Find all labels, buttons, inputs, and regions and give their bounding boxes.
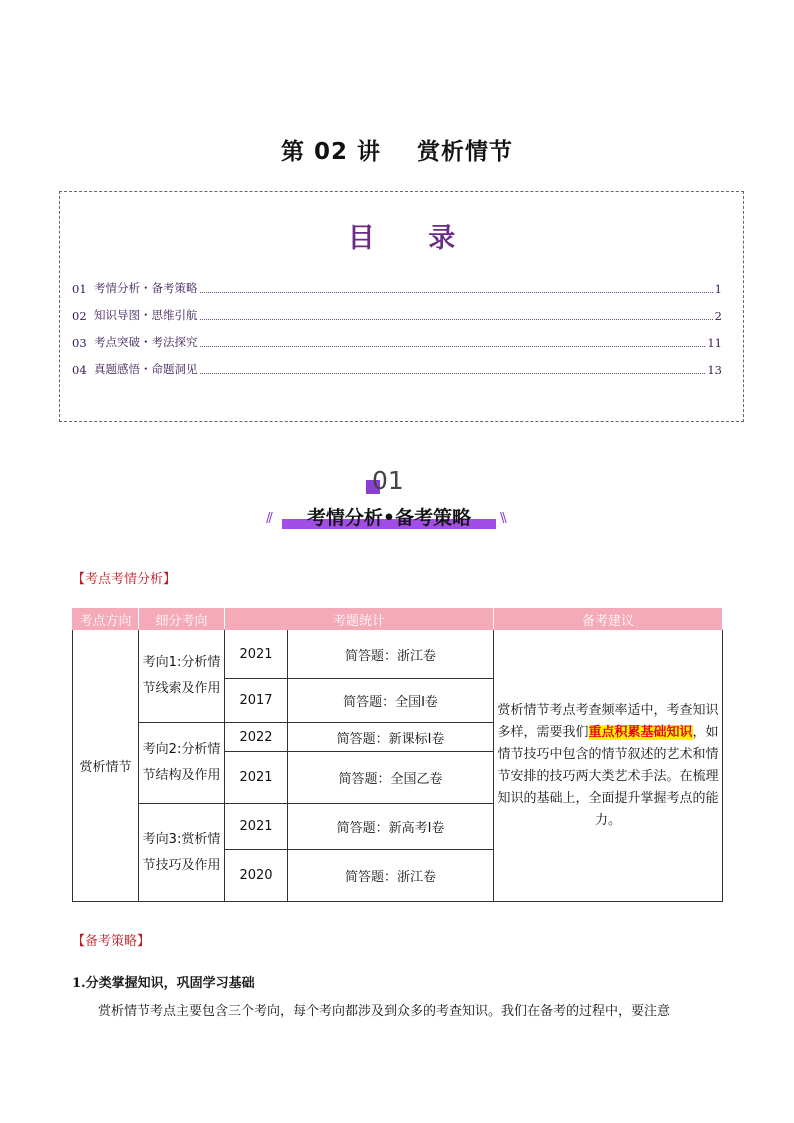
toc-item-page: 11 <box>707 336 722 350</box>
toc-item-page: 2 <box>714 309 722 323</box>
toc-item-text: 知识导图・思维引航 <box>94 308 198 322</box>
section-title: 考情分析•备考策略 <box>306 507 472 529</box>
advice-cell <box>494 630 723 902</box>
strategy-label: 【备考策略】 <box>72 934 151 949</box>
year-cell: 2017 <box>225 679 288 723</box>
year-cell: 2022 <box>225 723 288 752</box>
header-advice: 备考建议 <box>494 609 723 630</box>
strategy-heading: 1.分类掌握知识，巩固学习基础 <box>72 976 255 991</box>
toc-item-number: 02 <box>72 309 87 323</box>
exam-analysis-table <box>72 608 723 902</box>
toc-item-text: 考情分析・备考策略 <box>94 281 198 295</box>
question-cell: 简答题：浙江卷 <box>288 850 494 902</box>
sub-direction-cell: 考向3:赏析情节技巧及作用 <box>139 804 225 902</box>
year-cell: 2021 <box>225 804 288 850</box>
document-title: 第 02 讲 赏析情节 <box>280 139 514 165</box>
right-slash-decoration: \\ <box>500 511 505 526</box>
header-direction: 考点方向 <box>73 609 139 630</box>
question-cell: 简答题：浙江卷 <box>288 630 494 679</box>
toc-item[interactable] <box>72 305 722 323</box>
toc-item-number: 01 <box>72 282 87 296</box>
header-statistics: 考题统计 <box>225 609 494 630</box>
toc-item-number: 03 <box>72 336 87 350</box>
toc-item[interactable] <box>72 278 722 296</box>
advice-text-rest: ，如情节技巧中包含的情节叙述的艺术和情节安排的技巧两大类艺术手法。在梳理知识的基础上，全面提升掌握考点的能力。 <box>497 724 719 828</box>
advice-highlight: 重点积累基础知识 <box>588 724 693 740</box>
year-cell: 2021 <box>225 630 288 679</box>
toc-item[interactable] <box>72 359 722 377</box>
year-cell: 2020 <box>225 850 288 902</box>
section-number: 01 <box>372 466 404 495</box>
toc-item-number: 04 <box>72 363 87 377</box>
table-header-row <box>73 609 723 630</box>
toc-item[interactable] <box>72 332 722 350</box>
year-cell: 2021 <box>225 752 288 804</box>
advice-text: 赏析情节考点考查频率适中，考查知识多样，需要我们 <box>497 702 719 740</box>
toc-item-text: 考点突破・考法探究 <box>94 335 198 349</box>
toc-heading: 目 录 <box>347 223 478 254</box>
analysis-label: 【考点考情分析】 <box>72 572 177 587</box>
question-cell: 简答题：全国乙卷 <box>288 752 494 804</box>
question-cell: 简答题：全国Ⅰ卷 <box>288 679 494 723</box>
toc-leader-dots <box>200 292 713 293</box>
toc-item-text: 真题感悟・命题洞见 <box>94 362 198 376</box>
toc-item-page: 13 <box>707 363 722 377</box>
table-row <box>73 630 723 679</box>
question-cell: 简答题：新高考Ⅰ卷 <box>288 804 494 850</box>
toc-item-page: 1 <box>714 282 722 296</box>
strategy-paragraph: 赏析情节考点主要包含三个考向，每个考向都涉及到众多的考查知识。我们在备考的过程中，要注意 <box>98 1004 671 1019</box>
sub-direction-cell: 考向1:分析情节线索及作用 <box>139 630 225 723</box>
question-cell: 简答题：新课标Ⅰ卷 <box>288 723 494 752</box>
sub-direction-cell: 考向2:分析情节结构及作用 <box>139 723 225 804</box>
left-slash-decoration: // <box>266 511 271 526</box>
toc-leader-dots <box>200 319 713 320</box>
direction-cell: 赏析情节 <box>73 630 139 902</box>
table-of-contents <box>59 191 744 422</box>
toc-leader-dots <box>200 373 706 374</box>
toc-leader-dots <box>200 346 706 347</box>
header-sub-direction: 细分考向 <box>139 609 225 630</box>
